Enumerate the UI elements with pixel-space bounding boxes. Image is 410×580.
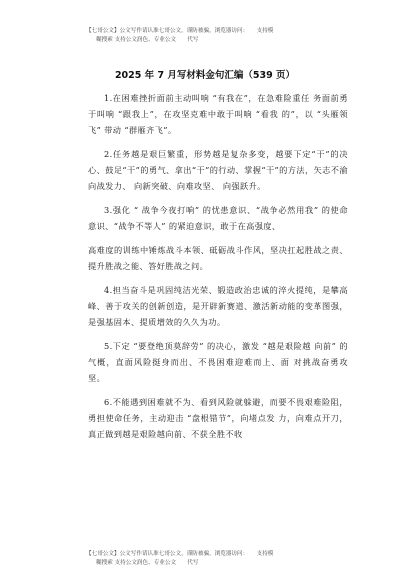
paragraph-2: 2.任务越是艰巨繁重，形势越是复杂多变，越要下定“干”的决心、鼓足“干”的勇气、拿出“干”的行动、掌握“干”的方法，矢志不渝向战发力、 向新突破、向难攻坚、 向强跃升。 xyxy=(88,149,348,191)
page-footer xyxy=(86,550,350,568)
header-line-1: 【七哥公文】公文写作请认准七哥公文，谨防被骗，浏览器访问： 支持模 xyxy=(86,28,274,34)
paragraph-1: 1.在困难挫折面前主动叫响 “有我在”，在急难险重任 务面前勇于叫响 “跟我上”，在攻坚克难中敢于叫响 “看我 的”，以 “头雁领飞” 带动 “群雁齐飞”。 xyxy=(88,93,348,135)
document-body xyxy=(88,90,348,450)
paragraph-4: 4.担当奋斗是巩固纯洁光荣、锻造政治忠诚的淬火提纯，是攀高峰、善于攻关的创新创造，是开辟新赛道、激活新动能的变革图强，是强基固本、提质增效的久久为功。 xyxy=(88,285,348,327)
document-title: 2025 年 7 月写材料金句汇编（539 页） xyxy=(114,70,296,81)
page-header xyxy=(86,27,350,45)
paragraph-6: 6.不能遇到困难就不为、看到风险就躲避，而要不畏艰难险阻，勇担使命任务，主动迎击 “盘根错节”，向堵点发 力，向难点开刀，真正做到越是艰险越向前、不获全胜不收 xyxy=(88,397,348,439)
footer-line-2: 糊搜索 支持公文润色、专业公文 代写 xyxy=(96,560,199,566)
paragraph-3-continued: 高难度的训练中锤炼战斗本领、砥砺战斗作风，坚决扛起胜战之责、提升胜战之能、答好胜战之问。 xyxy=(88,245,348,271)
paragraph-5: 5.下定 “要登绝顶莫辞劳” 的决心，激发 “越是艰险越 向前” 的气概，直面风险挺身而出、不畏困难迎难而上、面 对挑战奋勇攻坚。 xyxy=(88,341,348,383)
paragraph-3: 3.强化 “ 战争今夜打响” 的忧患意识、“战争必然用我” 的使命意识、“战争不等人” 的紧迫意识，敢于在高强度、 xyxy=(88,205,348,231)
header-line-2: 糊搜索 支持公文润色、专业公文 代写 xyxy=(96,37,199,43)
footer-line-1: 【七哥公文】公文写作请认准七哥公文，谨防被骗，浏览器访问： 支持模 xyxy=(86,551,274,557)
